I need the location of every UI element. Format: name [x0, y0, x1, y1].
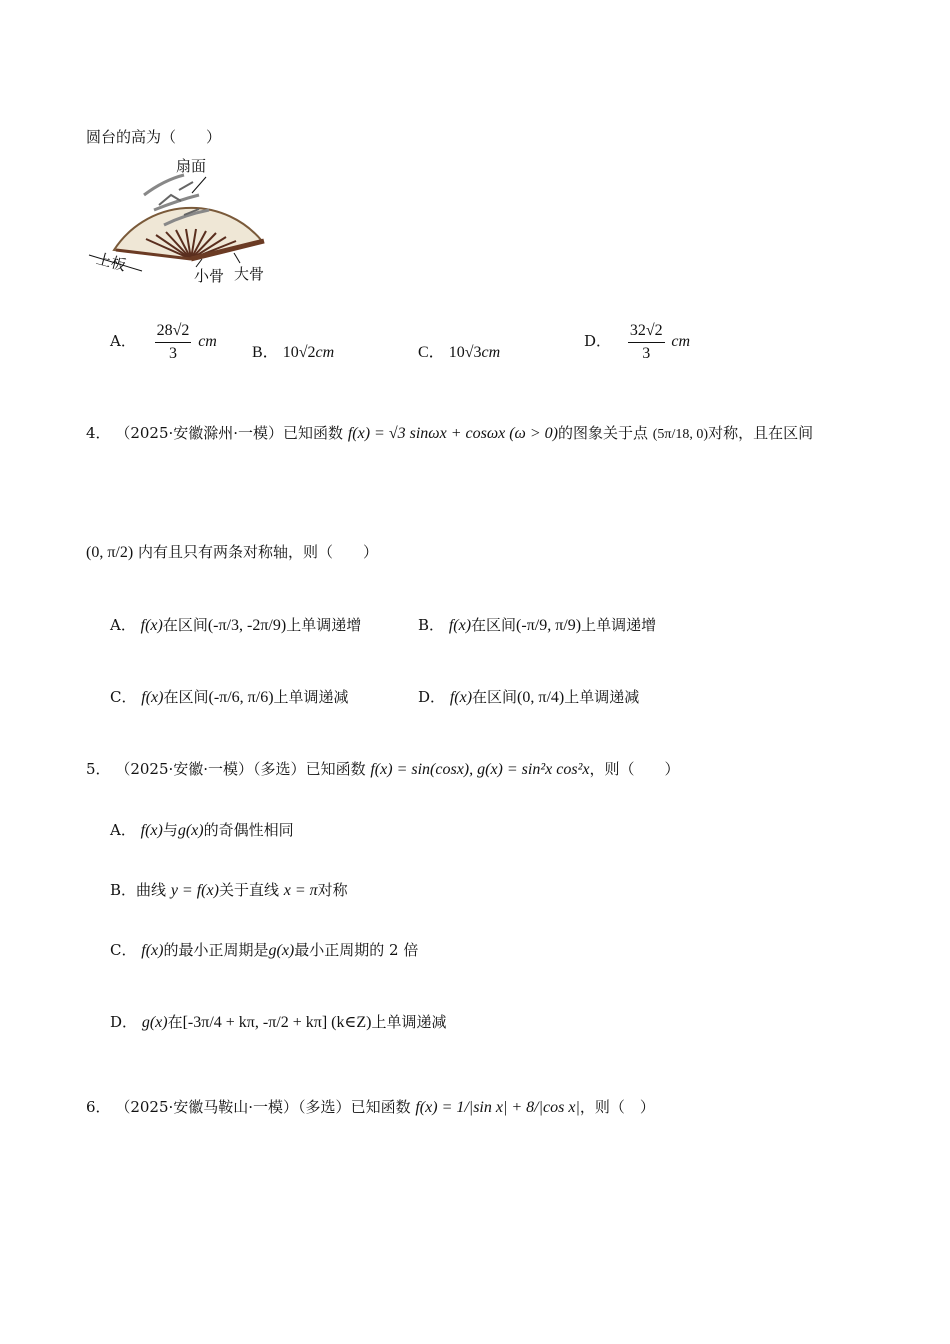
q6-function: f(x) = 1/|sin x| + 8/|cos x|: [415, 1099, 580, 1116]
option-text: 曲线: [136, 881, 167, 899]
question-number: 5．: [86, 760, 111, 778]
stem-text: 已知函数: [283, 424, 344, 442]
unit: cm: [671, 333, 691, 351]
fx-symbol: f(x): [449, 689, 473, 706]
option-text: 在区间: [471, 616, 517, 634]
fx-symbol: f(x): [448, 617, 472, 634]
option-text: 对称: [317, 881, 348, 899]
option-label: C．: [110, 941, 137, 959]
stem-text: 的图象关于点: [557, 424, 648, 442]
gx-symbol: g(x): [177, 822, 204, 839]
option-interval: [-3π/4 + kπ, -π/2 + kπ] (k∈Z): [182, 1014, 372, 1031]
q5-option-a[interactable]: [110, 823, 294, 839]
curve-equation: y = f(x): [170, 882, 219, 899]
fx-symbol: f(x): [141, 942, 164, 959]
q5-option-b[interactable]: [110, 883, 348, 899]
option-c-value: 10√3: [448, 344, 482, 361]
line-equation: x = π: [283, 882, 318, 899]
option-d-fraction: $\frac{32√2}{3}$: [629, 322, 663, 362]
option-text: 的最小正周期是: [163, 941, 269, 959]
option-text: 的奇偶性相同: [203, 821, 294, 839]
option-text: 上单调递减: [273, 688, 349, 706]
option-b-value: 10√2: [282, 344, 316, 361]
q4-point: (5π/18, 0): [652, 427, 709, 442]
q4-option-c[interactable]: [110, 690, 349, 706]
option-label: B．: [110, 881, 137, 899]
q3-option-a[interactable]: [110, 322, 217, 362]
option-text: 上单调递减: [564, 688, 640, 706]
option-label: B．: [252, 344, 279, 361]
q5-function: f(x) = sin(cosx), g(x) = sin²x cos²x: [370, 761, 590, 778]
q3-option-c[interactable]: [418, 345, 500, 361]
big-bone-label: 大骨: [234, 265, 265, 283]
option-label: D．: [418, 688, 446, 706]
q5-option-d[interactable]: [110, 1015, 446, 1031]
gx-symbol: g(x): [268, 942, 295, 959]
option-interval: (0, π/4): [517, 689, 565, 706]
option-text: 在区间: [472, 688, 518, 706]
option-interval: (-π/6, π/6): [208, 689, 274, 706]
fan-face-label: 扇面: [176, 157, 207, 175]
stem-text: 对称，且在区间: [708, 424, 814, 442]
option-text: 与: [162, 821, 178, 839]
q4-option-b[interactable]: [418, 618, 656, 634]
question-number: 6．: [86, 1098, 111, 1116]
stem-text: ，则（ ）: [579, 1098, 655, 1116]
unit: cm: [315, 344, 335, 361]
gx-symbol: g(x): [141, 1014, 168, 1031]
q6-stem: [86, 1100, 655, 1116]
question-source: （2025·安徽·一模）: [115, 760, 254, 778]
q4-interval: (0, π/2): [86, 544, 134, 561]
top-board-label: 上板: [94, 249, 128, 275]
q3-option-d[interactable]: [584, 322, 690, 362]
option-text: 在: [167, 1013, 183, 1031]
fan-figure: [84, 155, 274, 290]
question-tag: （多选）: [253, 760, 306, 778]
option-text: 在区间: [162, 616, 208, 634]
option-text: 上单调递增: [581, 616, 657, 634]
q5-stem: [86, 762, 679, 778]
option-text: 上单调递减: [371, 1013, 447, 1031]
q5-option-c[interactable]: [110, 943, 418, 959]
question-source: （2025·安徽马鞍山·一模）: [115, 1098, 299, 1116]
option-a-fraction: $\frac{28√2}{3}$: [156, 322, 190, 362]
option-label: B．: [418, 616, 445, 634]
question-source: （2025·安徽滁州·一模）: [115, 424, 284, 442]
option-interval: (-π/9, π/9): [516, 617, 582, 634]
option-label: A．: [110, 821, 136, 839]
fx-symbol: f(x): [141, 689, 164, 706]
small-bone-label: 小骨: [194, 267, 225, 285]
q3-intro: 圆台的高为（ ）: [86, 128, 222, 146]
q4-stem-line2: [86, 545, 378, 561]
option-text: 最小正周期的 2 倍: [294, 941, 419, 959]
stem-text: ，则（ ）: [589, 760, 680, 778]
option-label: D．: [584, 332, 612, 351]
question-tag: （多选）: [298, 1098, 351, 1116]
q4-option-d[interactable]: [418, 690, 639, 706]
q4-function: f(x) = √3 sinωx + cosωx (ω > 0): [347, 425, 558, 442]
option-label: D．: [110, 1013, 138, 1031]
q3-option-b[interactable]: [252, 345, 334, 361]
stem-text: 已知函数: [350, 1098, 411, 1116]
option-label: A．: [110, 332, 136, 351]
fx-symbol: f(x): [140, 822, 163, 839]
option-label: C．: [110, 688, 137, 706]
option-text: 上单调递增: [286, 616, 362, 634]
stem-text: 已知函数: [305, 760, 366, 778]
option-label: A．: [110, 616, 136, 634]
option-text: 关于直线: [218, 881, 279, 899]
q4-stem: [86, 426, 813, 442]
fx-symbol: f(x): [140, 617, 163, 634]
q4-option-a[interactable]: [110, 618, 361, 634]
question-number: 4．: [86, 424, 111, 442]
option-label: C．: [418, 344, 445, 361]
stem-text: 内有且只有两条对称轴，则（ ）: [137, 543, 378, 561]
option-interval: (-π/3, -2π/9): [207, 617, 287, 634]
option-text: 在区间: [163, 688, 209, 706]
unit: cm: [198, 333, 217, 351]
unit: cm: [481, 344, 501, 361]
